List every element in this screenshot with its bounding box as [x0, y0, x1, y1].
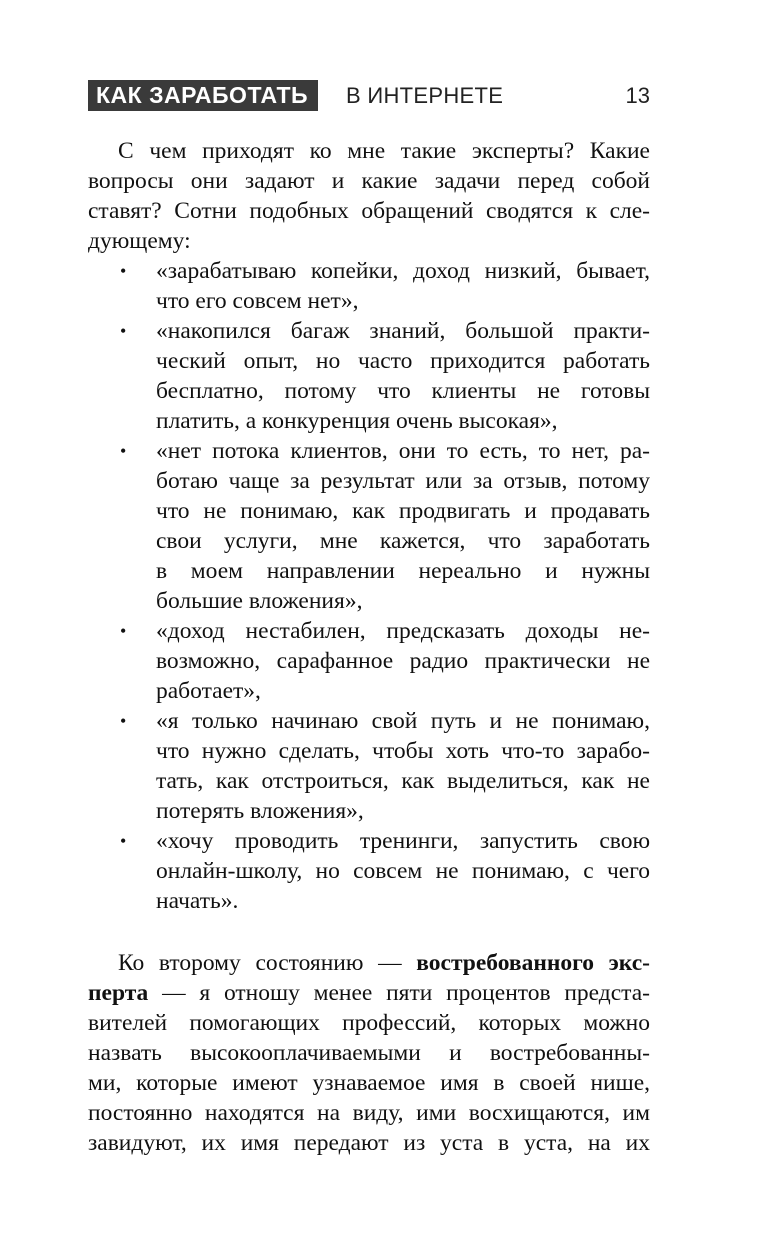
text-line: большие вложения»,	[156, 588, 363, 614]
text-line: • «хочу проводить тренинги, запустить свою	[120, 828, 650, 854]
text-line: ческий опыт, но часто приходится работать	[156, 348, 650, 374]
page-number: 13	[625, 83, 650, 108]
list-item	[88, 436, 650, 616]
text-line: назвать высокооплачиваемыми и востребованны-	[88, 1040, 650, 1066]
text-line: тать, как отстроиться, как выделиться, как не	[156, 768, 650, 794]
text-line: вопросы они задают и какие задачи перед собой	[88, 168, 650, 194]
paragraph-expert	[88, 948, 650, 1158]
text-line: в моем направлении нереально и нужны	[156, 558, 650, 584]
text-line: завидуют, их имя передают из уста в уста, на их	[88, 1130, 650, 1156]
running-header	[88, 80, 650, 111]
paragraph-intro	[88, 136, 650, 256]
header-title-rest: В ИНТЕРНЕТЕ	[346, 83, 504, 108]
text-line: ми, которые имеют узнаваемое имя в своей нише,	[88, 1070, 650, 1096]
text-line: С чем приходят ко мне такие эксперты? Какие	[118, 138, 650, 164]
text-line: что нужно сделать, чтобы хоть что-то зарабо-	[156, 738, 650, 764]
text-line: что не понимаю, как продвигать и продавать	[156, 498, 650, 524]
bullet-icon: •	[120, 621, 127, 641]
text-line: потерять вложения»,	[156, 798, 364, 824]
text-line: онлайн-школу, но совсем не понимаю, с чего	[156, 858, 650, 884]
text-line: • «я только начинаю свой путь и не понимаю,	[120, 708, 650, 734]
text-line: • «доход нестабилен, предсказать доходы не-	[120, 618, 650, 644]
list-item	[88, 256, 650, 316]
emphasis-text: востребованного экс-	[416, 950, 651, 976]
bullet-icon: •	[120, 711, 127, 731]
list-item	[88, 616, 650, 706]
text-line: возможно, сарафанное радио практически не	[156, 648, 650, 674]
list-item	[88, 826, 650, 916]
bullet-icon: •	[120, 321, 127, 341]
text-line: вителей помогающих профессий, которых можно	[88, 1010, 650, 1036]
text-line: что его совсем нет»,	[156, 288, 359, 314]
text-line: ботаю чаще за результат или за отзыв, потому	[156, 468, 650, 494]
bullet-icon: •	[120, 831, 127, 851]
header-title-bold: КАК ЗАРАБОТАТЬ	[88, 80, 318, 111]
bullet-icon: •	[120, 441, 127, 461]
text-line: работает»,	[156, 678, 261, 704]
text-line: платить, а конкуренция очень высокая»,	[156, 408, 558, 434]
text-line: начать».	[156, 888, 239, 914]
bullet-icon: •	[120, 261, 127, 281]
text-line: • «накопился багаж знаний, большой практи-	[120, 318, 650, 344]
text-line: ставят? Сотни подобных обращений сводятся к сле-	[88, 198, 650, 224]
text-line: дующему:	[88, 228, 191, 254]
text-line: • «нет потока клиентов, они то есть, то нет, ра-	[120, 438, 650, 464]
text-line: свои услуги, мне кажется, что заработать	[156, 528, 650, 554]
list-item	[88, 316, 650, 436]
text-line: • «зарабатываю копейки, доход низкий, бывает,	[120, 258, 650, 284]
text-line: постоянно находятся на виду, ими восхищаются, им	[88, 1100, 650, 1126]
text-line: Ко второму состоянию — востребованного экс-	[118, 950, 651, 976]
text-line: бесплатно, потому что клиенты не готовы	[156, 378, 650, 404]
list-item	[88, 706, 650, 826]
bullet-list	[88, 256, 650, 916]
emphasis-text: перта	[88, 980, 149, 1006]
text-line: перта — я отношу менее пяти процентов предста-	[88, 980, 650, 1006]
